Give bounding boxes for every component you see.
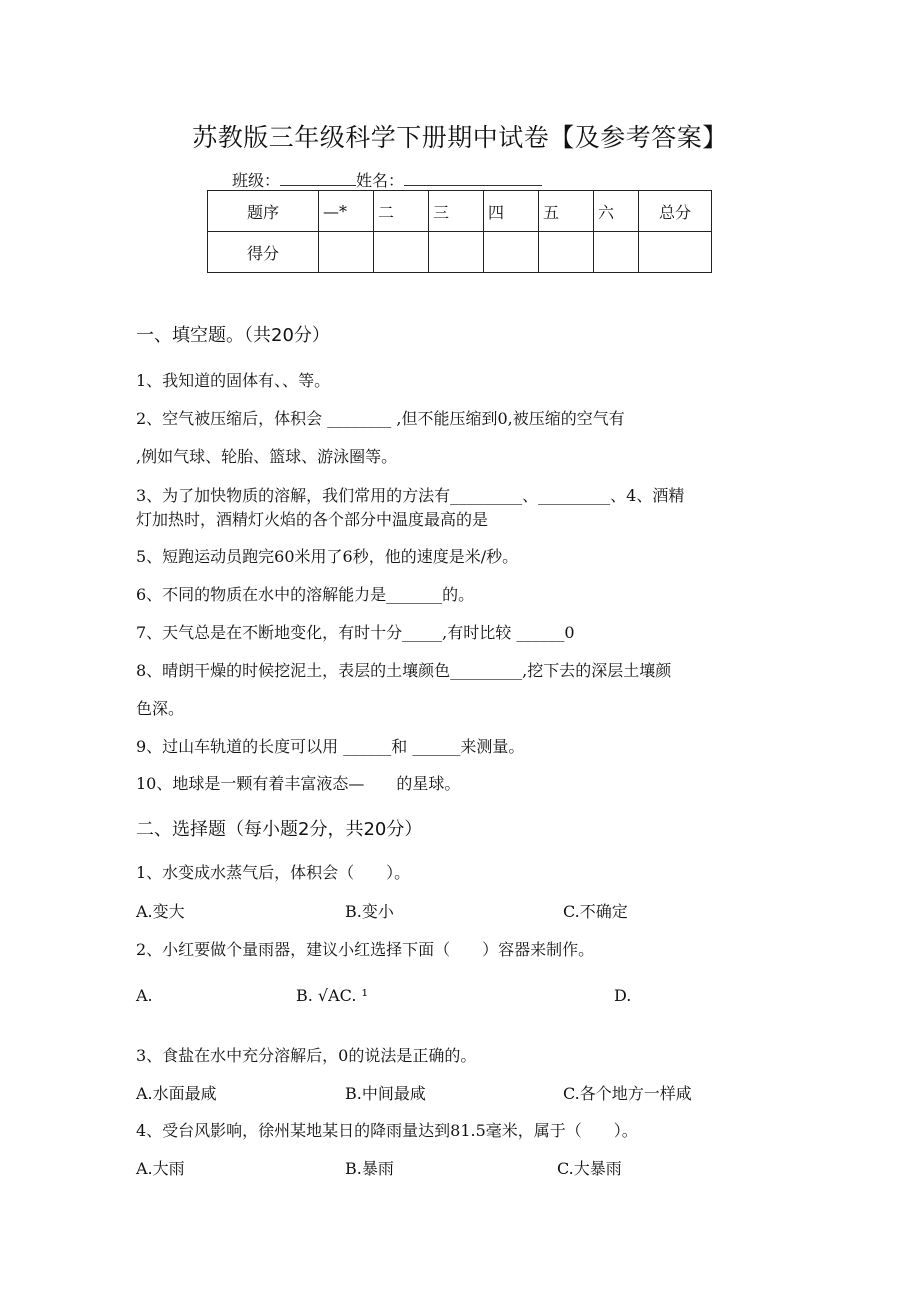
- score-cell[interactable]: [539, 232, 594, 273]
- score-header-cell: 二: [374, 191, 429, 232]
- name-label: 姓名：: [356, 171, 405, 190]
- option-c[interactable]: C.不确定: [563, 902, 628, 921]
- option-a[interactable]: A.变大: [136, 902, 185, 921]
- option-b[interactable]: B.变小: [345, 902, 394, 921]
- question-line: 6、不同的物质在水中的溶解能力是_______的。: [136, 585, 475, 604]
- score-header-cell: 五: [539, 191, 594, 232]
- question-line: 8、晴朗干燥的时候挖泥土，表层的土壤颜色_________,挖下去的深层土壤颜: [136, 661, 672, 680]
- page-title: 苏教版三年级科学下册期中试卷【及参考答案】: [192, 123, 728, 152]
- question-line: 7、天气总是在不断地变化，有时十分_____,有时比较 ______0: [136, 623, 575, 642]
- class-blank[interactable]: [280, 171, 356, 186]
- score-cell[interactable]: [374, 232, 429, 273]
- question-line: 3、食盐在水中充分溶解后，0的说法是正确的。: [136, 1046, 477, 1065]
- question-line: 2、空气被压缩后，体积会 ________ ,但不能压缩到0,被压缩的空气有: [136, 409, 625, 428]
- score-header-cell: 六: [594, 191, 639, 232]
- score-cell[interactable]: [429, 232, 484, 273]
- class-name-line: [232, 168, 542, 191]
- option-d[interactable]: D.: [614, 986, 632, 1005]
- score-cell[interactable]: [594, 232, 639, 273]
- question-line: 灯加热时，酒精灯火焰的各个部分中温度最高的是: [136, 510, 489, 529]
- score-header-cell: 三: [429, 191, 484, 232]
- score-cell[interactable]: [319, 232, 374, 273]
- question-line: 5、短跑运动员跑完60米用了6秒，他的速度是米/秒。: [136, 547, 519, 566]
- class-label: 班级：: [232, 171, 281, 190]
- question-line: 1、水变成水蒸气后，体积会（ ）。: [136, 863, 411, 882]
- score-table-header-row: [208, 191, 712, 232]
- score-table-row: [208, 232, 712, 273]
- question-line: 1、我知道的固体有、、等。: [136, 371, 331, 390]
- option-b[interactable]: B.中间最咸: [345, 1084, 426, 1103]
- score-header-cell: —*: [319, 191, 374, 232]
- score-table: [207, 190, 712, 273]
- section-heading-fill-in: 一、填空题。（共20分）: [136, 325, 330, 346]
- question-line: 10、地球是一颗有着丰富液态— 的星球。: [136, 774, 461, 793]
- question-line: 色深。: [136, 699, 185, 718]
- option-c[interactable]: C.大暴雨: [557, 1159, 622, 1178]
- score-cell[interactable]: [639, 232, 712, 273]
- score-cell[interactable]: [484, 232, 539, 273]
- question-line: 9、过山车轨道的长度可以用 ______和 ______来测量。: [136, 737, 525, 756]
- question-line: 2、小红要做个量雨器，建议小红选择下面（ ）容器来制作。: [136, 940, 595, 959]
- option-c[interactable]: C.各个地方一样咸: [563, 1084, 692, 1103]
- option-b[interactable]: B.暴雨: [345, 1159, 394, 1178]
- question-line: 3、为了加快物质的溶解，我们常用的方法有_________、_________、4、酒精: [136, 486, 685, 505]
- score-row-label: 得分: [208, 232, 319, 273]
- name-blank[interactable]: [404, 171, 542, 186]
- option-a[interactable]: A.水面最咸: [136, 1084, 217, 1103]
- score-header-cell: 总分: [639, 191, 712, 232]
- option-a[interactable]: A.大雨: [136, 1159, 185, 1178]
- option-a[interactable]: A.: [136, 986, 153, 1005]
- section-heading-choice: 二、选择题（每小题2分，共20分）: [136, 819, 423, 840]
- option-b[interactable]: B. √AC. ¹: [296, 986, 368, 1005]
- score-header-cell: 题序: [208, 191, 319, 232]
- question-line: ,例如气球、轮胎、篮球、游泳圈等。: [136, 447, 398, 466]
- question-line: 4、受台风影响，徐州某地某日的降雨量达到81.5毫米，属于（ ）。: [136, 1121, 638, 1140]
- score-header-cell: 四: [484, 191, 539, 232]
